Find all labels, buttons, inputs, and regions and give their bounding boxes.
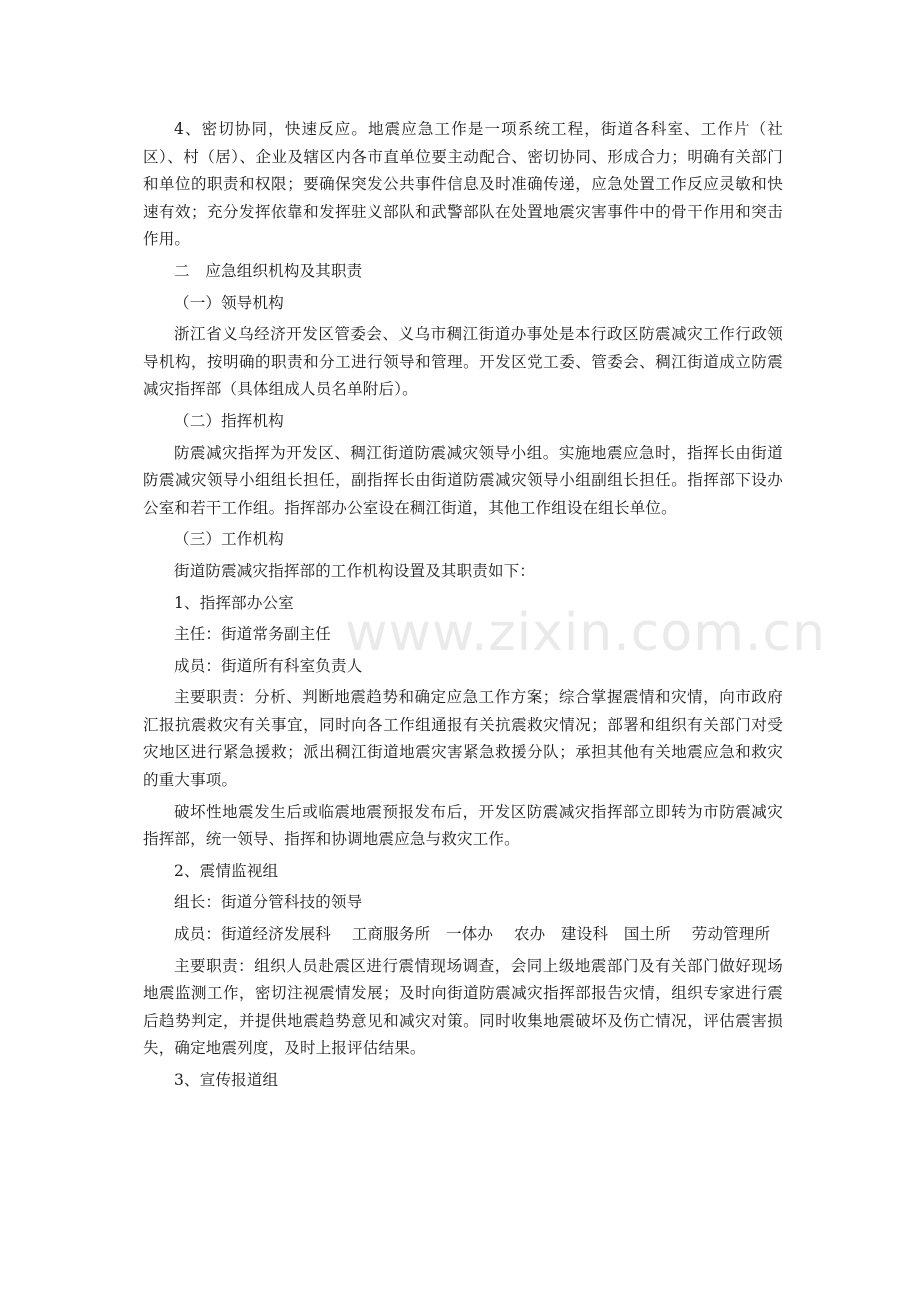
subheading-leadership: （一）领导机构	[174, 293, 284, 312]
office-duties: 主要职责：分析、判断地震趋势和确定应急工作方案；综合掌握震情和灾情，向市政府汇报抗震救灾有关事宜，同时向各工作组通报有关抗震救灾情况；部署和组织有关部门对受灾地区进行紧急援救；派出稠江街道地震灾害紧急救援分队；承担其他有关地震应急和救灾的重大事项。	[143, 688, 783, 790]
monitoring-group-members: 成员：街道经济发展科 工商服务所 一体办 农办 建设科 国土所 劳动管理所	[174, 925, 771, 944]
item-heading-publicity-group: 3、宣传报道组	[174, 1071, 279, 1089]
monitoring-group-leader: 组长：街道分管科技的领导	[174, 893, 363, 912]
item-heading-monitoring-group: 2、震情监视组	[174, 861, 279, 880]
watermark: www.zixin.com.cn	[345, 603, 826, 663]
paragraph-leadership: 浙江省义乌经济开发区管委会、义乌市稠江街道办事处是本行政区防震减灾工作行政领导机构，按明确的职责和分工进行领导和管理。开发区党工委、管委会、稠江街道成立防震减灾指挥部（具体组成人员名单附后）。	[143, 325, 783, 399]
paragraph-command: 防震减灾指挥为开发区、稠江街道防震减灾领导小组。实施地震应急时，指挥长由街道防震减灾领导小组组长担任，副指挥长由街道防震减灾领导小组副组长担任。指挥部下设办公室和若干工作组。指挥部办公室设在稠江街道，其他工作组设在组长单位。	[143, 443, 783, 517]
document-page	[143, 116, 783, 1099]
paragraph-working-bodies-intro: 街道防震减灾指挥部的工作机构设置及其职责如下：	[174, 561, 536, 580]
section-heading-organization: 二 应急组织机构及其职责	[174, 261, 363, 280]
subheading-command: （二）指挥机构	[174, 411, 284, 430]
paragraph-post-earthquake: 破坏性地震发生后或临震地震预报发布后，开发区防震减灾指挥部立即转为市防震减灾指挥部，统一领导、指挥和协调地震应急与救灾工作。	[143, 802, 783, 849]
monitoring-group-duties: 主要职责：组织人员赴震区进行震情现场调查，会同上级地震部门及有关部门做好现场地震监测工作，密切注视震情发展；及时向街道防震减灾指挥部报告灾情，组织专家进行震后趋势判定，并提供地震趋势意见和减灾对策。同时收集地震破坏及伤亡情况，评估震害损失，确定地震列度，及时上报评估结果。	[143, 956, 783, 1058]
office-members: 成员：街道所有科室负责人	[174, 656, 363, 675]
office-director: 主任：街道常务副主任	[174, 625, 332, 644]
paragraph-principle-4: 4、密切协同，快速反应。地震应急工作是一项系统工程，街道各科室、工作片（社区）、村（居）、企业及辖区内各市直单位要主动配合、密切协同、形成合力；明确有关部门和单位的职责和权限；要确保突发公共事件信息及时准确传递，应急处置工作反应灵敏和快速有效；充分发挥依靠和发挥驻义部队和武警部队在处置地震灾害事件中的骨干作用和突击作用。	[143, 120, 783, 249]
subheading-working-bodies: （三）工作机构	[174, 530, 284, 549]
item-heading-command-office: 1、指挥部办公室	[174, 593, 294, 612]
